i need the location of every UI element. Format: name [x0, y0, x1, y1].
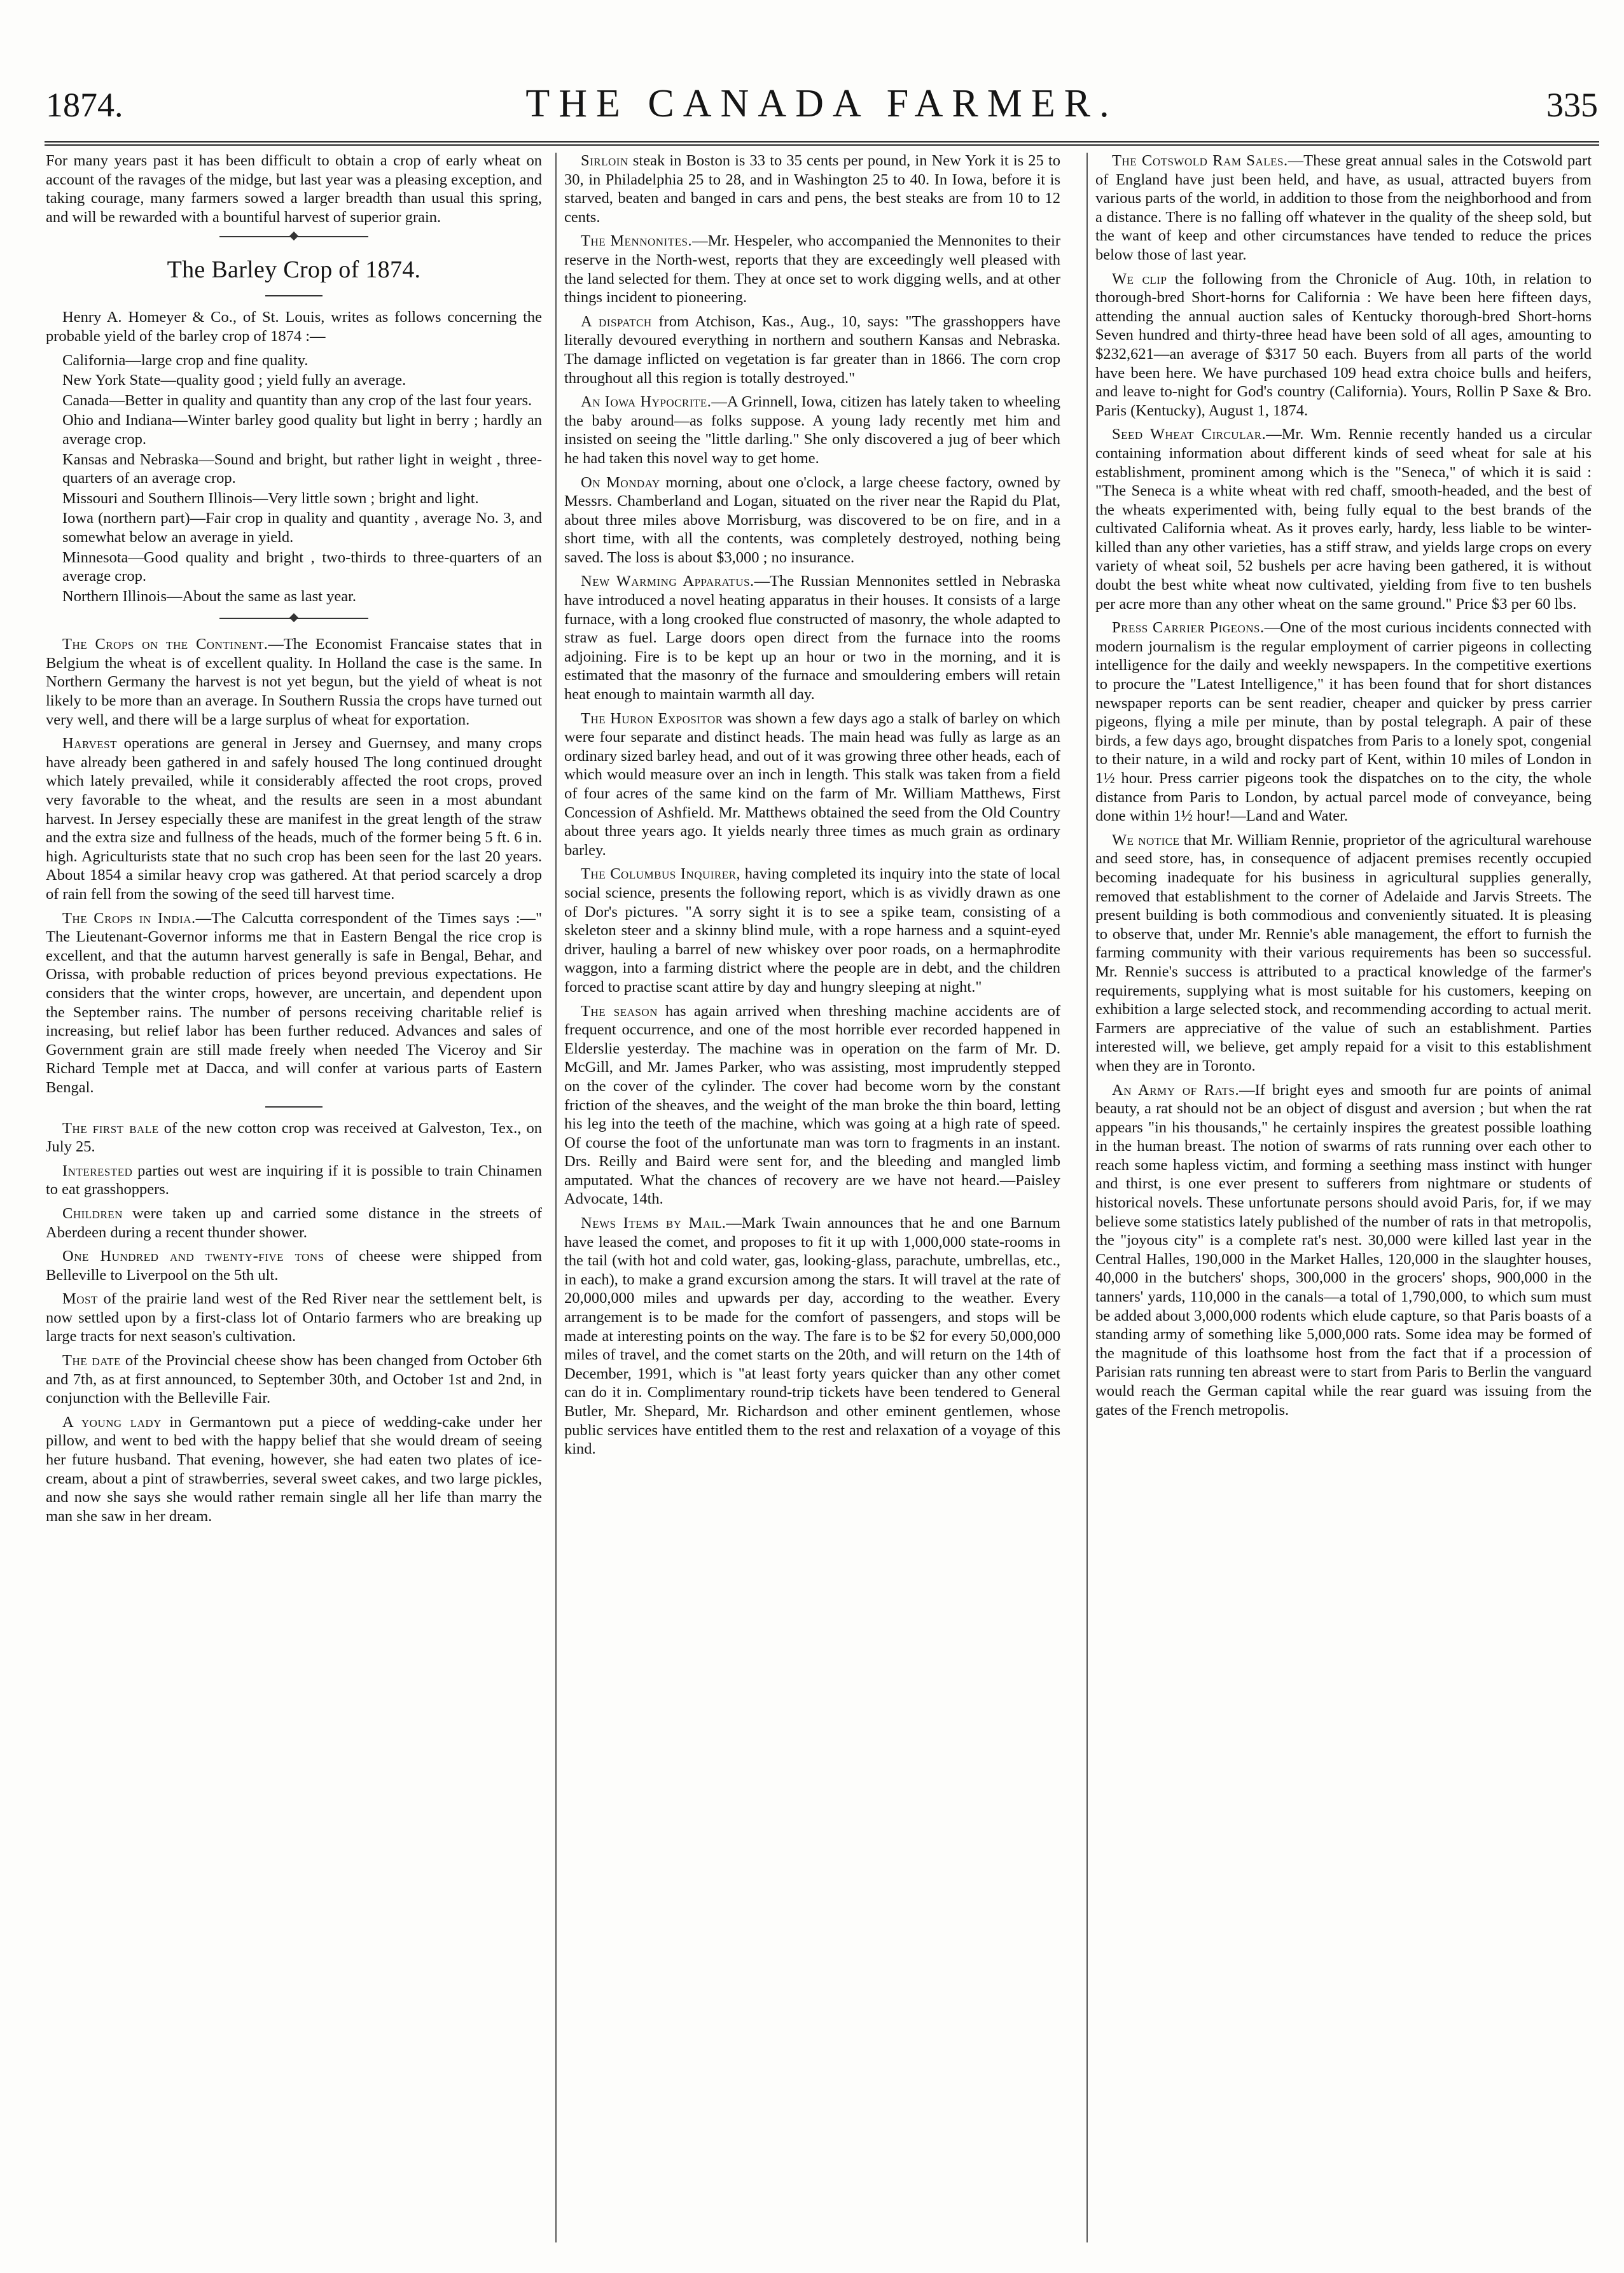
- item-heading: News Items by Mail.: [581, 1214, 726, 1232]
- masthead: [46, 79, 1598, 137]
- item-body: of the Provincial cheese show has been changed from October 6th and 7th, as at first announced, to September 30th, and October 1st and 2nd, in conjunction with the Belleville Fair.: [46, 1352, 542, 1407]
- item-body: —Mark Twain announces that he and one Barnum have leased the comet, and proposes to fit it up with 1,000,000 state-rooms in the tail (with hot and cold water, gas, looking-glass, parachute, umbrellas, etc., in each), to make a grand excursion among the stars. It will travel at the rate of 20,000,000 miles and upwards per day, according to the weather. Every arrangement is to be made for the comfort of passengers, and stops will be made at interesting points on the way. The fare is to be $2 for every 50,000,000 miles of travel, and the comet starts on the 20th, and will return on the 14th of December, 1991, which is "at least forty years quicker than any other comet can do it in. Complimentary round-trip tickets have been tendered to General Butler, Mr. Shepard, Mr. Richardson and other eminent gentlemen, whose public services have entitled them to the rest and relaxation of a voyage of this kind.: [564, 1214, 1060, 1458]
- item-body: having completed its inquiry into the state of local social science, presents the following report, which is as vividly drawn as one of Dor's pictures. "A sorry sight it is to see a spike team, consisting of a skeleton steer and a skinny blind mule, with a rope harness and a squint-eyed driver, hauling a barrel of new whiskey over poor roads, on a hermaphrodite waggon, into a farming district where the people are in debt, and the children forced to practise scant attire by day and hungry sleeping at night.": [564, 865, 1060, 996]
- article-cotswold-sales: [1095, 151, 1592, 265]
- article-warming-apparatus: [564, 572, 1060, 704]
- article-early-wheat: For many years past it has been difficult to obtain a crop of early wheat on account of the ravages of the midge, but last year was a pleasing exception, and taking courage, many farmers sowed a larger breadth than usual this spring, and will be rewarded with a bountiful harvest of superior grain.: [46, 152, 542, 226]
- item-body: morning, about one o'clock, a large cheese factory, owned by Messrs. Chamberland and Logan, situated on the river near the Rapid du Plat, about three miles above Morrisburg, was discovered to be on fire, and in a short time, with all the contents, was completely destroyed, nothing being saved. The loss is about $3,000 ; no insurance.: [564, 473, 1060, 566]
- ornament-divider: [46, 615, 542, 621]
- item-body: the following from the Chronicle of Aug. 10th, in relation to thorough-bred Short-horns for California : We have been here fifteen days, attending the annual auction sales of Kentucky thorough-bred Short-horns Seven hundred and thirty-three head have been sold of all ages, amounting to $232,621—an average of $317 50 each. Buyers from all parts of the world have been here. We have purchased 109 head extra choice bulls and heifers, and leave to-night for God's country (California). Yours, Rollin P Saxe & Bro. Paris (Kentucky), August 1, 1874.: [1095, 270, 1592, 419]
- article-wedding-cake: [46, 1413, 542, 1526]
- article-columbus-inquirer: [564, 865, 1060, 996]
- masthead-rule: [45, 141, 1599, 146]
- barley-report: Kansas and Nebraska—Sound and bright, but rather light in weight , three-quarters of an average crop.: [62, 450, 542, 487]
- item-body: —A Grinnell, Iowa, citizen has lately taken to wheeling the baby around—as folks suppose. A young lady recently met him and insisted on seeing the "little darling." She only discovered a jug of beer which he had taken this novel way to get home.: [564, 393, 1060, 467]
- article-prairie: [46, 1289, 542, 1346]
- item-body: —Mr. Hespeler, who accompanied the Mennonites to their reserve in the North-west, reports that they are exceedingly well pleased with the land selected for them. They at once set to work digging wells, and at other things incident to pioneering.: [564, 232, 1060, 307]
- article-atchison: [564, 312, 1060, 387]
- article-iowa-hypocrite: [564, 393, 1060, 468]
- item-body: steak in Boston is 33 to 35 cents per pound, in New York it is 25 to 30, in Philadelphia 25 to 28, and in Washington 25 to 40. In Iowa, before it is starved, beaten and banged in cars and pens, the best steaks are from 10 to 12 cents.: [564, 152, 1060, 226]
- article-continent-crops: [46, 635, 542, 729]
- item-heading: On Monday: [581, 473, 660, 491]
- item-heading: Press Carrier Pigeons.: [1112, 619, 1265, 637]
- issue-year: 1874.: [46, 86, 123, 124]
- article-cotton-bale: [46, 1119, 542, 1157]
- item-body: of the prairie land west of the Red River near the settlement belt, is now settled upon by a first-class lot of Ontario farmers who are breaking up large tracts for next season's cultivation.: [46, 1290, 542, 1345]
- item-heading: Most: [62, 1290, 98, 1308]
- article-cheese-shipment: [46, 1247, 542, 1284]
- item-body: of cheese were shipped from Belleville to Liverpool on the 5th ult.: [46, 1248, 542, 1284]
- article-children: [46, 1204, 542, 1242]
- article-carrier-pigeons: [1095, 618, 1592, 826]
- item-heading: An Army of Rats.: [1112, 1081, 1240, 1099]
- item-heading: The Cotswold Ram Sales.: [1112, 152, 1288, 169]
- article-threshing-accident: [564, 1002, 1060, 1209]
- article-news-items: [564, 1214, 1060, 1459]
- barley-report: Canada—Better in quality and quantity than any crop of the last four years.: [62, 391, 532, 409]
- article-cheese-show: [46, 1351, 542, 1408]
- item-heading: Harvest: [62, 735, 117, 753]
- barley-report: Missouri and Southern Illinois—Very little sown ; bright and light.: [62, 489, 479, 507]
- barley-intro: Henry A. Homeyer & Co., of St. Louis, writes as follows concerning the probable yield of the barley crop of 1874 :—: [46, 309, 542, 345]
- item-body: has again arrived when threshing machine accidents are of frequent occurrence, and one of the most horrible ever recorded happened in Elderslie yesterday. The machine was in operation on the farm of Mr. D. McGill, and Mr. James Parker, who was assisting, most imprudently stepped on the cover of the cylinder. The cover had become worn by the constant friction of the sheaves, and the weight of the man broke the thin board, letting his leg into the teeth of the machine, which was going at a high rate of speed. Of course the foot of the unfortunate man was torn to fragments in an instant. Drs. Reilly and Baird were sent for, and the bleeding and mangled limb amputated. What the chances of recovery are we have not heard.—Paisley Advocate, 14th.: [564, 1002, 1060, 1208]
- item-heading: Sirloin: [581, 152, 628, 169]
- column-divider: [1086, 153, 1088, 2242]
- article-seed-wheat: [1095, 425, 1592, 613]
- item-heading: A young lady: [62, 1413, 162, 1431]
- item-heading: The Mennonites.: [581, 232, 693, 250]
- item-heading: We clip: [1112, 270, 1167, 288]
- item-body: —The Calcutta correspondent of the Times says :—" The Lieutenant-Governor informs me that in Eastern Bengal the rice crop is excellent, and that the autumn harvest generally is safe in Bengal, Behar, and Orissa, with probable reduction of prices beyond previous expectations. He considers that the winter crops, however, are uncertain, and dependent upon the September rains. The number of persons receiving charitable relief is increasing, but relief labor has been further reduced. Advances and sales of Government grain are still made freely when needed The Viceroy and Sir Richard Temple met at Dacca, and will confer at various parts of Eastern Bengal.: [46, 909, 542, 1096]
- item-body: —The Russian Mennonites settled in Nebraska have introduced a novel heating apparatus in their houses. It consists of a large furnace, with a long crooked flue constructed of masonry, the whole adapted to straw as fuel. Large doors open direct from the furnace into the rooms adjoining. Fire is to be kept up an hour or two in the morning, and it is estimated that the masonry of the furnace and smouldering embers will retain heat enough to maintain warmth all day.: [564, 573, 1060, 704]
- item-body: from Atchison, Kas., Aug., 10, says: "The grasshoppers have literally devoured everything in northern and southern Kansas and Nebraska. The damage inflicted on vegetation is far greater than in 1866. The corn crop throughout all this region is totally destroyed.": [564, 312, 1060, 387]
- column-right: [1095, 151, 1592, 2244]
- newspaper-title: THE CANADA FARMER.: [525, 82, 1118, 125]
- item-heading: Seed Wheat Circular.: [1112, 426, 1267, 443]
- article-shorthorns: [1095, 270, 1592, 421]
- article-harvest: [46, 734, 542, 903]
- item-heading: Interested: [62, 1162, 133, 1179]
- item-heading: The Columbus Inquirer,: [581, 865, 741, 883]
- barley-report: Minnesota—Good quality and bright , two-thirds to three-quarters of an average crop.: [62, 548, 542, 585]
- item-heading: One Hundred and twenty-five tons: [62, 1248, 324, 1265]
- barley-report: Northern Illinois—About the same as last year.: [62, 587, 356, 605]
- item-body: were taken up and carried some distance in the streets of Aberdeen during a recent thunder shower.: [46, 1204, 542, 1241]
- item-heading: A dispatch: [581, 312, 652, 330]
- item-body: was shown a few days ago a stalk of barley on which were four separate and distinct heads. The main head was fully as large as an ordinary sized barley head, and out of it was growing three other heads, each of which would measure over an inch in length. This stalk was taken from a field of four acres of the same kind on the farm of Mr. William Matthews, First Concession of Ashfield. Mr. Matthews obtained the seed from the Old Country about three years ago. It yields nearly three times as much grain as ordinary barley.: [564, 709, 1060, 859]
- item-body: —If bright eyes and smooth fur are points of animal beauty, a rat should not be an object of disgust and aversion ; but when the rat appears "in his thousands," he certainly inspires the greatest possible loathing in the human breast. The notion of swarms of rats running over each other to reach some hapless victim, and forming a seething mass instinct with hunger and thirst, is one ever present to sufferers from nightmare or students of historical novels. These unfortunate persons should avoid Paris, for, if we may believe some statistics lately published of the number of rats in that metropolis, the "joyous city" is a complete rat's nest. 30,000 were killed last year in the Central Halles, 190,000 in the Market Halles, 120,000 in the slaughter houses, 40,000 in the butchers' shops, 300,000 in the grocers' shops, 900,000 in the tanners' yards, 110,000 in the canals—a total of 1,790,000, to which sum must be added about 3,000,000 rodents which elude capture, so that Paris boasts of a standing army of something like 5,000,000 rats. Some idea may be formed of the magnitude of this loathsome host from the fact that if a procession of Parisian rats running ten abreast were to start from Paris to Berlin the vanguard would reach the German capital while the rear guard was issuing from the gates of the French metropolis.: [1095, 1081, 1592, 1419]
- item-body: that Mr. William Rennie, proprietor of the agricultural warehouse and seed store, has, in consequence of adjacent premises recently occupied becoming inadequate for his business in agricultural supplies generally, removed that establishment to the corner of Adelaide and Jarvis Streets. The present building is both commodious and conveniently situated. It is pleasing to observe that, under Mr. Rennie's able management, the effort to furnish the farming community with their various requirements has been so successful. Mr. Rennie's success is attributed to a practical knowledge of the farmer's requirements, supplying what is most suitable for his customers, keeping on exhibition a large selected stock, and recommending according to actual merit. Farmers are appreciative of the value of such an establishment. Parties interested will, we believe, get amply repaid for a visit to this establishment when they are in Toronto.: [1095, 831, 1592, 1074]
- article-india-crops: [46, 909, 542, 1097]
- article-grasshoppers: [46, 1162, 542, 1199]
- article-rennie-store: [1095, 831, 1592, 1076]
- item-body: —These great annual sales in the Cotswold part of England have just been held, and have, as usual, attracted buyers from various parts of the world, in addition to those from the neighborhood and from a distance. There is no falling off whatever in the quality of the sheep sold, but the want of keep and other circumstances have tended to reduce the prices below those of last year.: [1095, 152, 1592, 263]
- item-body: —One of the most curious incidents connected with modern journalism is the regular employment of carrier pigeons in collecting intelligence for the daily and weekly newspapers. In the competitive exertions to procure the "Latest Intelligence," it has been found that for short distances newspaper reports can be sent readier, cheaper and quicker by press carrier pigeons, flying a mile per minute, than by postal telegraph. A pair of these birds, a few days ago, brought dispatches from Paris to a lonely spot, congenial to their nature, in a wild and rocky part of Kent, within 10 miles of London in 1½ hour. Press carrier pigeons took the dispatches on to the city, the whole distance from Paris to London, by actual parcel mode of conveyance, being done within 1½ hour!—Land and Water.: [1095, 619, 1592, 825]
- barley-report: California—large crop and fine quality.: [62, 351, 309, 369]
- item-heading: The date: [62, 1352, 121, 1370]
- short-rule: [265, 295, 323, 296]
- item-body: —Mr. Wm. Rennie recently handed us a circular containing information about different kinds of seed wheat for sale at his establishment, prominent among which is the "Seneca," of which it is said : "The Seneca is a white wheat with red chaff, smooth-headed, and the best of the wheats experimented with, being fully equal to the best brands of the cultivated California wheat. As it proves early, hardy, less liable to be winter-killed than any other varieties, has a stiff straw, and yields large crops on every variety of wheat soil, 52 bushels per acre having been gathered, it is without doubt the best white wheat now cultivated, yielding from five to ten bushels per acre more than any other wheat on the same ground." Price $3 per 60 lbs.: [1095, 426, 1592, 613]
- item-body: in Germantown put a piece of wedding-cake under her pillow, and went to bed with the happy belief that she would dream of seeing her future husband. That evening, however, she had eaten two plates of ice-cream, about a pint of strawberries, several sweet cakes, and two large pickles, and now she says she would rather remain single all her life than marry the man she saw in her dream.: [46, 1413, 542, 1525]
- item-heading: Children: [62, 1204, 123, 1222]
- section-heading-barley: The Barley Crop of 1874.: [167, 256, 421, 284]
- column-divider: [555, 153, 557, 2242]
- ornament-divider: [46, 233, 542, 239]
- article-army-of-rats: [1095, 1081, 1592, 1420]
- item-heading: The first bale: [62, 1119, 159, 1137]
- item-body: —The Economist Francaise states that in Belgium the wheat is of excellent quality. In Holland the case is the same. In Northern Germany the harvest is not yet begun, but the yield of wheat is not likely to be more than an average. In Southern Russia the crops have turned out very well, and there will be a large surplus of wheat for exportation.: [46, 636, 542, 728]
- column-left: [46, 151, 542, 2244]
- article-sirloin: [564, 151, 1060, 226]
- item-body: operations are general in Jersey and Guernsey, and many crops have already been gathered in and safely housed The long continued drought which lately prevailed, while it considerably affected the root crops, proved very favorable to the wheat, and the results are seen in a most abundant harvest. In Jersey especially these are manifest in the great length of the straw and the extra size and fullness of the heads, much of the former being 5 ft. 6 in. high. Agriculturists state that no such crop has been seen for the last 20 years. About 1854 a similar heavy crop was gathered. At that period scarcely a drop of rain fell from the sowing of the seed till harvest time.: [46, 735, 542, 903]
- column-middle: [564, 151, 1060, 2244]
- item-body: parties out west are inquiring if it is possible to train Chinamen to eat grasshoppers.: [46, 1162, 542, 1199]
- page-number: 335: [1546, 86, 1598, 124]
- item-body: of the new cotton crop was received at Galveston, Tex., on July 25.: [46, 1119, 542, 1156]
- item-heading: New Warming Apparatus.: [581, 573, 754, 590]
- article-huron-expositor: [564, 709, 1060, 860]
- article-cheese-factory-fire: [564, 473, 1060, 567]
- item-heading: The Huron Expositor: [581, 709, 723, 727]
- short-rule: [265, 1106, 323, 1108]
- article-mennonites: [564, 232, 1060, 307]
- item-heading: The season: [581, 1002, 658, 1020]
- item-heading: The Crops on the Continent.: [62, 636, 268, 653]
- barley-report-list: [46, 351, 542, 606]
- barley-report: Iowa (northern part)—Fair crop in quality and quantity , average No. 3, and somewhat below an average in yield.: [62, 510, 542, 546]
- item-heading: We notice: [1112, 831, 1180, 849]
- item-heading: An Iowa Hypocrite.: [581, 393, 712, 411]
- barley-report: New York State—quality good ; yield fully an average.: [62, 372, 406, 389]
- barley-report: Ohio and Indiana—Winter barley good quality but light in berry ; hardly an average crop.: [62, 412, 542, 448]
- item-heading: The Crops in India.: [62, 909, 196, 927]
